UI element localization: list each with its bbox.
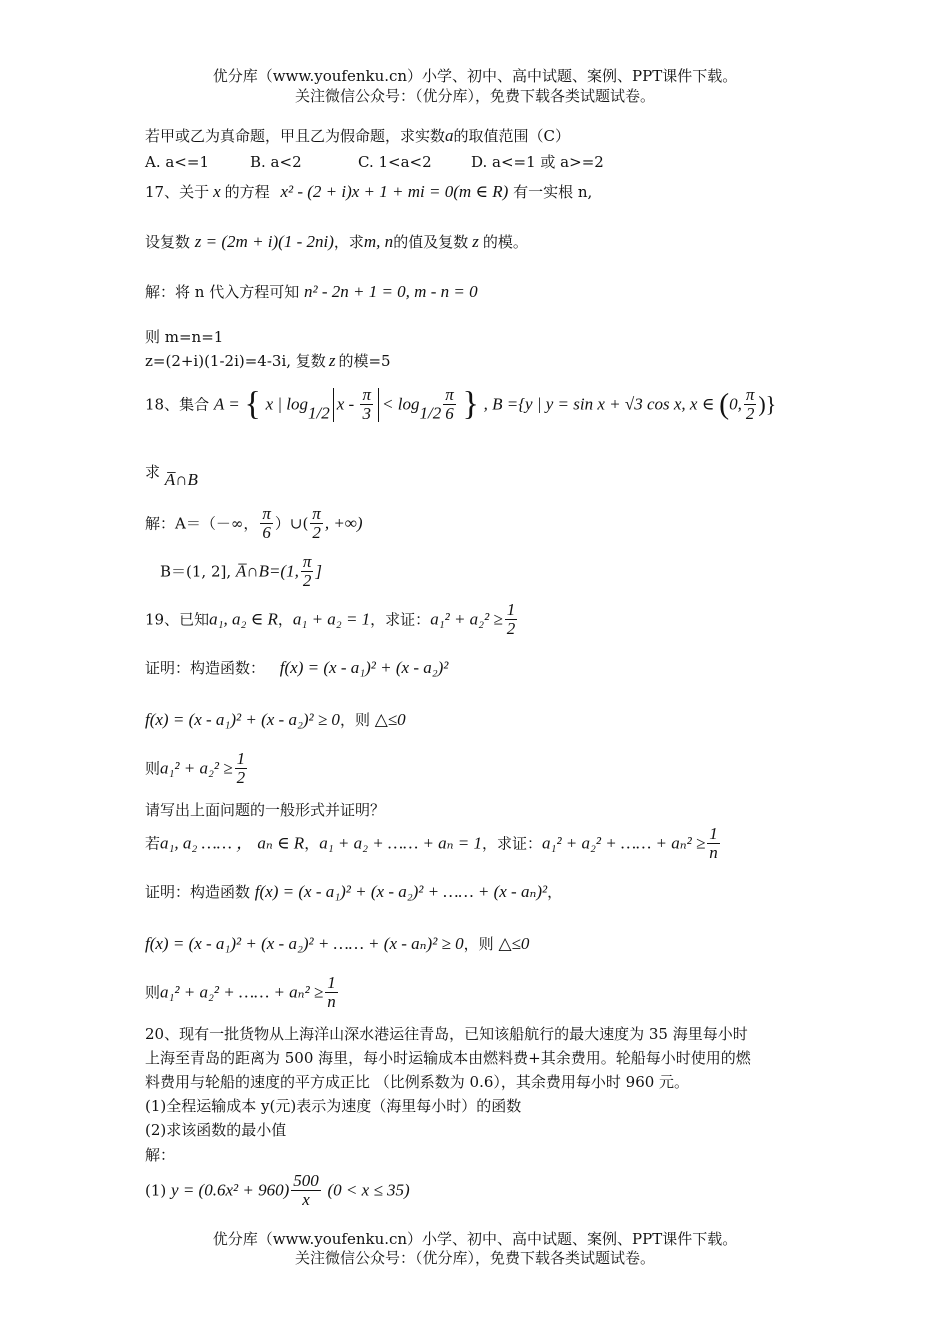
q18-two: 2 bbox=[745, 404, 755, 423]
q19-gen-concl-d: n bbox=[327, 992, 336, 1011]
q18-ask bbox=[145, 462, 198, 489]
q19-comma: ， bbox=[277, 610, 293, 629]
q20-answer bbox=[145, 1172, 410, 1218]
q19-gen-concl-n: 1 bbox=[327, 973, 336, 992]
q19-stem bbox=[145, 601, 519, 645]
q18-sol-b-eq: =(1, bbox=[268, 561, 299, 581]
q19-gen-a: 若 bbox=[145, 834, 161, 853]
q18-right-brace: } bbox=[462, 385, 479, 423]
q16-stem-before: 若甲或乙为真命题，甲且乙为假命题，求实数 bbox=[145, 127, 446, 145]
q19-gen-then: ，则 bbox=[463, 935, 494, 953]
q18-sol-a-text: 解：A＝（－∞， bbox=[145, 514, 259, 533]
q20-line-4: (1)全程运输成本 y(元)表示为速度（海里每小时）的函数 bbox=[145, 1097, 522, 1115]
q19-gen-sum: a₁ + a₂ + …… + aₙ = 1 bbox=[319, 833, 483, 853]
q19-ask: 请写出上面问题的一般形式并证明？ bbox=[145, 801, 386, 819]
q17-intro: 17、关于 bbox=[145, 183, 210, 201]
q18-sol-b-frac bbox=[301, 553, 314, 590]
q19-disc: △≤0 bbox=[374, 710, 406, 729]
q18-sol-pi-3: π bbox=[302, 552, 312, 571]
q18-abs-bar-left bbox=[333, 388, 334, 422]
q16-option-c: C. 1<a<2 bbox=[358, 153, 432, 171]
q17-line2-d: 的模。 bbox=[482, 233, 528, 251]
q16-var: a bbox=[445, 126, 454, 145]
q18-sol-a-union: ）∪( bbox=[274, 514, 309, 533]
q18-sol-two-2: 2 bbox=[302, 571, 312, 590]
q16-options bbox=[145, 152, 604, 172]
footer-line-1: 优分库（www.youfenku.cn）小学、初中、高中试题、案例、PPT课件下载。 bbox=[212, 1230, 738, 1248]
q19-concl-frac bbox=[235, 750, 248, 787]
q17-eq-label: 的方程 bbox=[224, 183, 270, 201]
q19-concl-n: 1 bbox=[236, 749, 246, 768]
q19-gen-frac-d: n bbox=[709, 843, 718, 862]
q19-func: f(x) = (x - a₁)² + (x - a₂)² bbox=[279, 658, 449, 677]
q18-sol-b-text: B＝(1, 2], bbox=[160, 562, 232, 581]
q20-line-6: 解： bbox=[145, 1146, 176, 1164]
q19-gen-proof-2 bbox=[145, 934, 529, 954]
q20-line-3: 料费用与轮船的速度的平方成正比 （比例系数为 0.6），其余费用每小时 960 元。 bbox=[145, 1073, 690, 1091]
q19-gen-proof-label: 证明：构造函数 bbox=[145, 883, 251, 901]
q19-gen-disc: △≤0 bbox=[498, 934, 530, 953]
q19-half-n: 1 bbox=[506, 600, 516, 619]
q19-proof-label: 证明：构造函数： bbox=[145, 659, 266, 677]
q19-half-d: 2 bbox=[506, 619, 516, 638]
q17-line2 bbox=[145, 232, 528, 252]
q18-sol-frac-pi-6 bbox=[260, 505, 273, 542]
q18-three: 3 bbox=[362, 404, 371, 423]
q19-given: a₁, a₂ ∈ R bbox=[209, 609, 278, 629]
q20-ans-fd: x bbox=[302, 1190, 310, 1209]
q18-sol-b-close: ] bbox=[315, 561, 322, 581]
q18-stem bbox=[145, 386, 776, 432]
q18-close: )} bbox=[758, 391, 777, 417]
q17-sol-eq: n² - 2n + 1 = 0, m - n = 0 bbox=[303, 282, 478, 301]
q19-gen-func: f(x) = (x - a₁)² + (x - a₂)² + …… + (x - aₙ)² bbox=[254, 882, 548, 901]
q17-solution bbox=[145, 282, 478, 302]
q18-six: 6 bbox=[445, 404, 454, 423]
q18-pi-3: π bbox=[745, 385, 755, 404]
q18-sol-six: 6 bbox=[262, 523, 271, 542]
q19-concl-expr: a₁² + a₂² ≥ bbox=[160, 758, 233, 778]
q20-ans-dom: (0 < x ≤ 35) bbox=[327, 1180, 410, 1200]
q19-concl-d: 2 bbox=[236, 768, 246, 787]
q18-frac-pi-3 bbox=[360, 386, 373, 423]
q20-ans-fn: 500 bbox=[293, 1171, 319, 1190]
q18-sol-frac-pi-2 bbox=[310, 505, 323, 542]
q19-ineq: a₁² + a₂² ≥ bbox=[430, 609, 503, 629]
q17-equation: x² - (2 + i)x + 1 + mi = 0(m ∈ R) bbox=[280, 182, 509, 201]
q19-gen-func2: f(x) = (x - a₁)² + (x - a₂)² + …… + (x - aₙ)² ≥ 0 bbox=[145, 934, 464, 953]
q17-sol-a: 解：将 n 代入方程可知 bbox=[145, 283, 300, 301]
q17-line2-a: 设复数 bbox=[145, 233, 191, 251]
q17-sol-b: 则 m=n=1 bbox=[145, 328, 224, 346]
footer-line-2: 关注微信公众号：（优分库），免费下载各类试题试卷。 bbox=[294, 1249, 655, 1267]
q17-tail: 有一实根 n, bbox=[513, 183, 593, 201]
q18-b-def: , B ={y | y = sin x + √3 cos x, x ∈ bbox=[483, 394, 715, 414]
q18-a-set: x | log bbox=[265, 394, 309, 414]
q18-ask-label: 求 bbox=[145, 463, 161, 481]
q19-prove: ，求证： bbox=[370, 610, 431, 629]
q18-left-paren: ( bbox=[719, 387, 730, 421]
q18-sol-a-tail: , +∞) bbox=[324, 513, 363, 533]
q16-option-d: D. a<=1 或 a>=2 bbox=[471, 153, 604, 171]
q17-z: z bbox=[472, 232, 479, 251]
q17-z-eq: z = (2m + i)(1 - 2ni) bbox=[194, 232, 334, 251]
q19-gen-func-comma: ， bbox=[547, 883, 563, 901]
q19-func2: f(x) = (x - a₁)² + (x - a₂)² ≥ 0 bbox=[145, 710, 340, 729]
q19-gen-vars: a₁, a₂ …… ， aₙ ∈ R bbox=[160, 833, 305, 853]
q18-pi-2: π bbox=[445, 385, 454, 404]
q19-then2: 则 bbox=[145, 759, 161, 778]
q18-b-int-a: 0, bbox=[729, 394, 742, 414]
q18-sol-pi-2: π bbox=[312, 504, 321, 523]
q18-sol-a bbox=[145, 505, 363, 549]
q18-left-brace: { bbox=[244, 385, 261, 423]
q20-ans-frac bbox=[291, 1172, 321, 1209]
q19-concl bbox=[145, 750, 249, 794]
q18-ask-expr: A̅∩B bbox=[164, 470, 198, 489]
q20-line-1: 20、现有一批货物从上海洋山深水港运往青岛，已知该船航行的最大速度为 35 海里每小时 bbox=[145, 1025, 748, 1043]
header-line-1: 优分库（www.youfenku.cn）小学、初中、高中试题、案例、PPT课件下载。 bbox=[212, 67, 738, 85]
q18-frac-pi-6 bbox=[443, 386, 456, 423]
q17-sol-c2: z bbox=[328, 351, 336, 370]
q18-sol-b-expr: A̅∩B bbox=[235, 561, 269, 581]
q19-proof-2 bbox=[145, 710, 406, 730]
q17-sol-c1: z=(2+i)(1-2i)=4-3i, 复数 bbox=[145, 352, 326, 370]
q18-sol-two: 2 bbox=[312, 523, 321, 542]
q18-a-abs: x - bbox=[336, 394, 359, 414]
q17-sol-c bbox=[145, 351, 391, 371]
q19-general bbox=[145, 825, 722, 869]
q17-line2-b: ，求 bbox=[333, 233, 364, 251]
q19-gen-concl-expr: a₁² + a₂² + …… + aₙ² ≥ bbox=[160, 982, 324, 1002]
q19-gen-proof bbox=[145, 882, 562, 902]
q19-gen-prove: ，求证： bbox=[482, 834, 543, 853]
q19-intro: 19、已知 bbox=[145, 610, 210, 629]
q18-a-lhs: A = bbox=[213, 394, 240, 414]
q19-then: ，则 bbox=[339, 711, 370, 729]
q17-line2-c: 的值及复数 bbox=[393, 233, 469, 251]
q18-a-base: 1/2 bbox=[308, 403, 330, 423]
q18-log-base-2: 1/2 bbox=[419, 403, 442, 423]
q17-sol-c3: 的模=5 bbox=[338, 352, 391, 370]
q16-stem-after: 的取值范围（C） bbox=[453, 127, 570, 145]
q17-mn: m, n bbox=[363, 232, 394, 251]
q18-sol-b bbox=[160, 553, 322, 597]
q20-ans-label: (1) bbox=[145, 1181, 167, 1200]
q18-pi-1: π bbox=[362, 385, 372, 404]
q20-line-2: 上海至青岛的距离为 500 海里，每小时运输成本由燃料费+其余费用。轮船每小时使用的燃 bbox=[145, 1049, 751, 1067]
q17-stem bbox=[145, 182, 592, 202]
q19-gen-concl bbox=[145, 974, 340, 1018]
q19-gen-then2: 则 bbox=[145, 983, 161, 1002]
q19-gen-frac-n: 1 bbox=[709, 824, 718, 843]
q20-line-5: (2)求该函数的最小值 bbox=[145, 1121, 287, 1139]
q18-intro: 18、集合 bbox=[145, 395, 210, 414]
q16-option-b: B. a<2 bbox=[250, 153, 302, 171]
q18-frac-pi-2 bbox=[744, 386, 757, 423]
header-line-2: 关注微信公众号：（优分库），免费下载各类试题试卷。 bbox=[294, 87, 655, 105]
q18-sol-pi-1: π bbox=[262, 504, 271, 523]
q19-frac-half bbox=[505, 601, 518, 638]
q18-lt: < log bbox=[382, 394, 420, 414]
q19-proof bbox=[145, 658, 448, 678]
q19-sum: a₁ + a₂ = 1 bbox=[292, 609, 371, 629]
q16-option-a: A. a<=1 bbox=[145, 153, 209, 171]
q20-ans-eq: y = (0.6x² + 960) bbox=[171, 1180, 290, 1200]
q18-abs-bar-right bbox=[378, 388, 379, 422]
q19-gen-concl-frac bbox=[325, 974, 338, 1011]
q19-gen-ineq: a₁² + a₂² + …… + aₙ² ≥ bbox=[542, 833, 706, 853]
q16-stem bbox=[145, 126, 570, 146]
q19-gen-comma: ， bbox=[304, 834, 320, 853]
q17-x: x bbox=[213, 182, 221, 201]
q19-gen-frac bbox=[707, 825, 720, 862]
